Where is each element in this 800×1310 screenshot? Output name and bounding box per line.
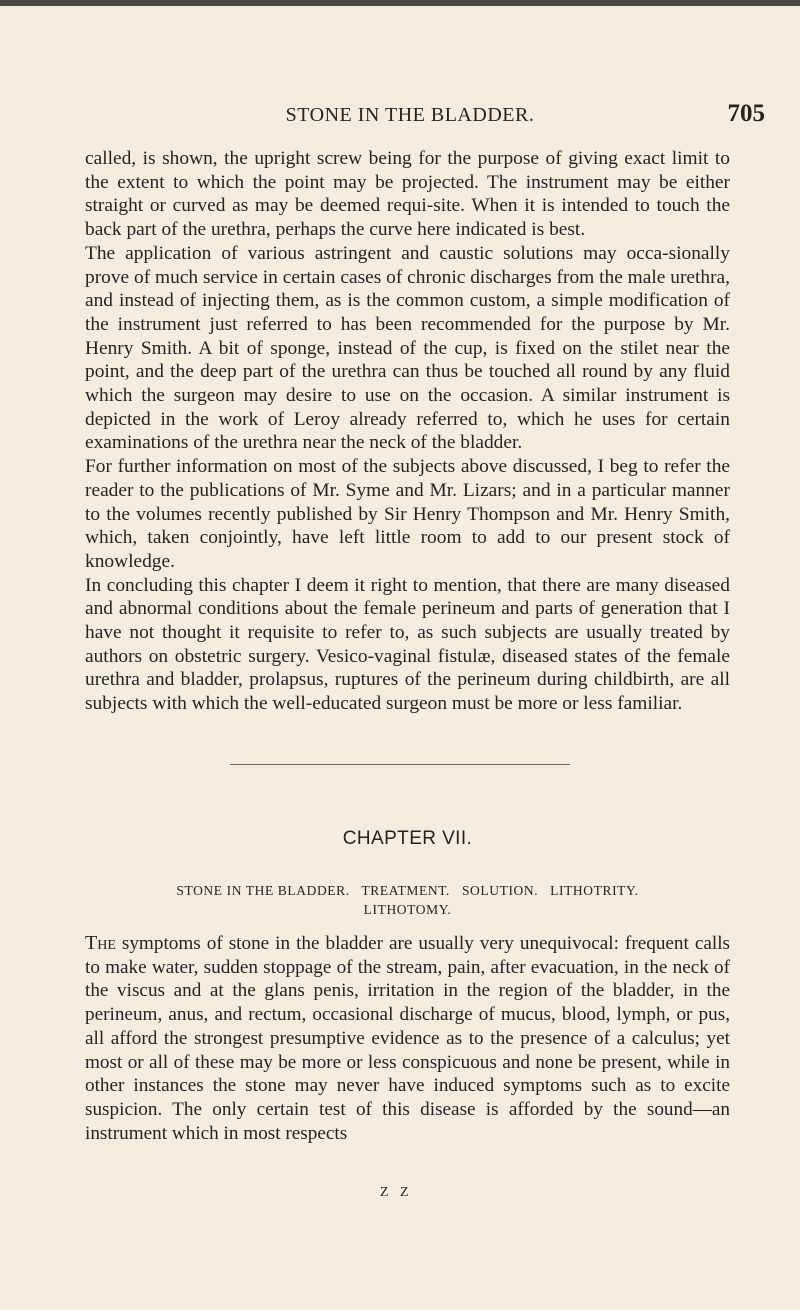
chapter-first-word: The <box>85 932 116 954</box>
chapter-body-text <box>85 932 730 1145</box>
chapter-subheads-line-1: STONE IN THE BLADDER. TREATMENT. SOLUTION. LITHOTRITY. <box>176 883 639 898</box>
top-edge-rule <box>0 0 800 6</box>
paragraph-2: The application of various astringent and caustic solutions may occa-sionally prove of much service in certain cases of chronic discharges from the male urethra, and instead of injecting them, as is the common custom, a simple modification of the instrument just referred to has been recommended for the purpose by Mr. Henry Smith. A bit of sponge, instead of the cup, is fixed on the stilet near the point, and the deep part of the urethra can thus be touched all round by any fluid which the surgeon may desire to use on the occasion. A similar instrument is depicted in the work of Leroy already referred to, which he uses for certain examinations of the urethra near the neck of the bladder. <box>85 242 730 454</box>
chapter-heading: CHAPTER VII. <box>342 828 473 849</box>
paragraph-1: called, is shown, the upright screw being for the purpose of giving exact limit to the extent to which the point may be projected. The instrument may be either straight or curved as may be deemed requi-site. When it is intended to touch the back part of the urethra, perhaps the curve here indicated is best. <box>85 148 730 241</box>
paragraph-3: For further information on most of the subjects above discussed, I beg to refer the reader to the publications of Mr. Syme and Mr. Lizars; and in a particular manner to the volumes recently published by Sir Henry Thompson and Mr. Henry Smith, which, taken conjointly, have left little room to add to our present stock of knowledge. <box>85 456 730 572</box>
chapter-subheads <box>85 881 730 919</box>
paragraph-4: In concluding this chapter I deem it right to mention, that there are many diseased and abnormal conditions about the female perineum and parts of generation that I have not thought it requisite to refer to, as such subjects are usually treated by authors on obstetric surgery. Vesico-vaginal fistulæ, diseased states of the female urethra and bladder, prolapsus, ruptures of the perineum during childbirth, are all subjects with which the well-educated surgeon must be more or less familiar. <box>85 574 730 715</box>
running-title: STONE IN THE BLADDER. <box>285 104 535 126</box>
section-divider <box>230 764 570 765</box>
running-head <box>70 100 765 130</box>
page-number: 705 <box>727 100 765 127</box>
signature-mark: Z Z <box>380 1185 413 1200</box>
chapter-paragraph-1 <box>85 932 730 1145</box>
body-text <box>85 147 730 716</box>
chapter-subheads-line-2: LITHOTOMY. <box>363 902 452 917</box>
chapter-paragraph-1-text: symptoms of stone in the bladder are usually very unequivocal: frequent calls to make water, sudden stoppage of the stream, pain, after evacuation, in the neck of the viscus and at the glans penis, irritation in the region of the bladder, in the perineum, anus, and rectum, occasional discharge of mucus, blood, lymph, or pus, all afford the strongest presumptive evidence as to the presence of a calculus; yet most or all of these may be more or less conspicuous and none be present, while in other instances the stone may never have induced symptoms such as to excite suspicion. The only certain test of this disease is afforded by the sound—an instrument which in most respects <box>85 933 730 1144</box>
